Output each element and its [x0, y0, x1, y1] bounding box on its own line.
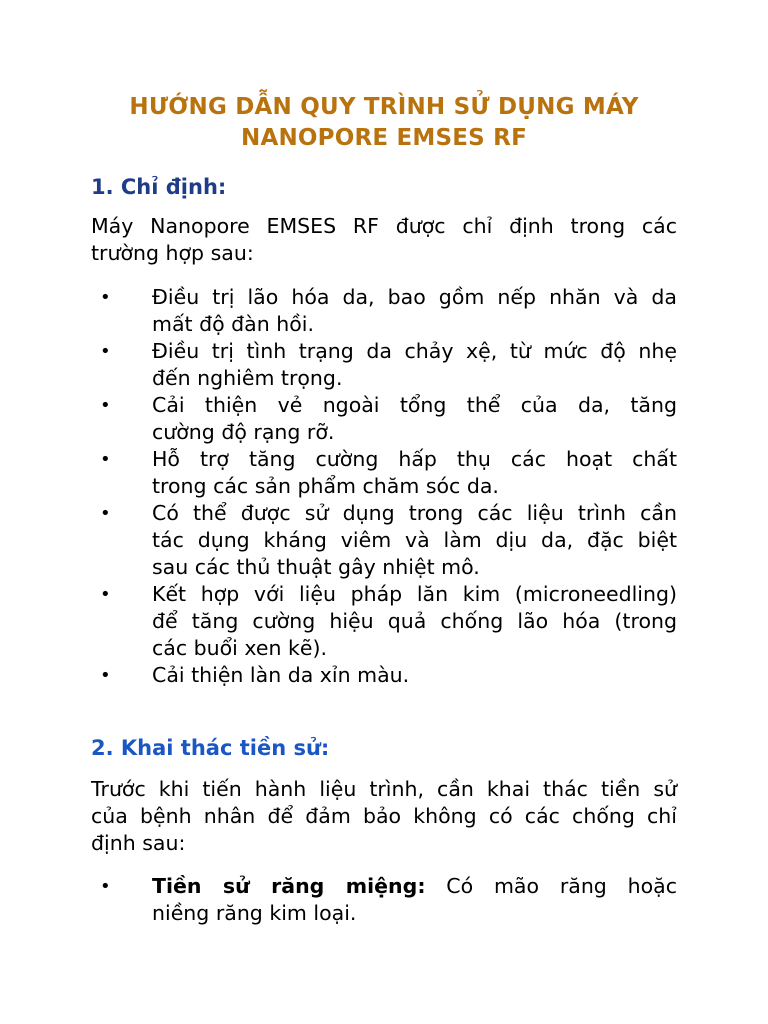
list-item-line: niềng răng kim loại. — [152, 901, 357, 925]
bullet-icon: • — [100, 449, 111, 470]
title-line-2: NANOPORE EMSES RF — [241, 125, 527, 151]
list-item-line: Có thể được sử dụng trong các liệu trình cần — [152, 501, 677, 525]
bullet-icon: • — [100, 584, 111, 605]
bullet-icon: • — [100, 665, 111, 686]
section-2-intro-line: định sau: — [91, 831, 186, 855]
section-2-intro-line: Trước khi tiến hành liệu trình, cần khai thác tiền sử — [91, 777, 677, 801]
bullet-icon: • — [100, 287, 111, 308]
list-item-line: để tăng cường hiệu quả chống lão hóa (trong — [152, 609, 677, 633]
section-2-heading: 2. Khai thác tiền sử: — [91, 736, 330, 760]
section-1-intro — [91, 213, 677, 267]
section-1-intro-line: trường hợp sau: — [91, 241, 254, 265]
bullet-icon: • — [100, 341, 111, 362]
list-item-label: Tiền sử răng miệng: — [152, 874, 426, 898]
list-item-line: Điều trị lão hóa da, bao gồm nếp nhăn và da — [152, 285, 677, 309]
list-item-line: sau các thủ thuật gây nhiệt mô. — [152, 555, 480, 579]
list-item — [91, 581, 677, 662]
section-1-list — [91, 284, 677, 689]
section-2-intro-line: của bệnh nhân để đảm bảo không có các chống chỉ — [91, 804, 677, 828]
list-item-line: Điều trị tình trạng da chảy xệ, từ mức độ nhẹ — [152, 339, 677, 363]
list-item-line — [152, 873, 677, 900]
list-item-line: cường độ rạng rỡ. — [152, 420, 335, 444]
document-title — [91, 92, 677, 154]
list-item — [91, 284, 677, 338]
list-item-line: Kết hợp với liệu pháp lăn kim (microneedling) — [152, 582, 677, 606]
list-item-line: các buổi xen kẽ). — [152, 636, 328, 660]
list-item-line: Hỗ trợ tăng cường hấp thụ các hoạt chất — [152, 447, 677, 471]
section-1-intro-line: Máy Nanopore EMSES RF được chỉ định trong các — [91, 214, 677, 238]
list-item-line: mất độ đàn hồi. — [152, 312, 314, 336]
list-item-line: trong các sản phẩm chăm sóc da. — [152, 474, 499, 498]
bullet-icon: • — [100, 395, 111, 416]
section-1-heading: 1. Chỉ định: — [91, 175, 227, 199]
list-item — [91, 873, 677, 927]
list-item — [91, 446, 677, 500]
list-item-line: Cải thiện vẻ ngoài tổng thể của da, tăng — [152, 393, 677, 417]
list-item-text: Có mão răng hoặc — [425, 874, 677, 898]
list-item-line: tác dụng kháng viêm và làm dịu da, đặc biệt — [152, 528, 677, 552]
list-item-line: đến nghiêm trọng. — [152, 366, 343, 390]
list-item — [91, 392, 677, 446]
bullet-icon: • — [100, 876, 111, 897]
section-2-list — [91, 873, 677, 927]
list-item-line: Cải thiện làn da xỉn màu. — [152, 663, 410, 687]
bullet-icon: • — [100, 503, 111, 524]
list-item — [91, 662, 677, 689]
title-line-1: HƯỚNG DẪN QUY TRÌNH SỬ DỤNG MÁY — [129, 94, 639, 120]
list-item — [91, 500, 677, 581]
section-2-intro — [91, 776, 677, 857]
list-item — [91, 338, 677, 392]
